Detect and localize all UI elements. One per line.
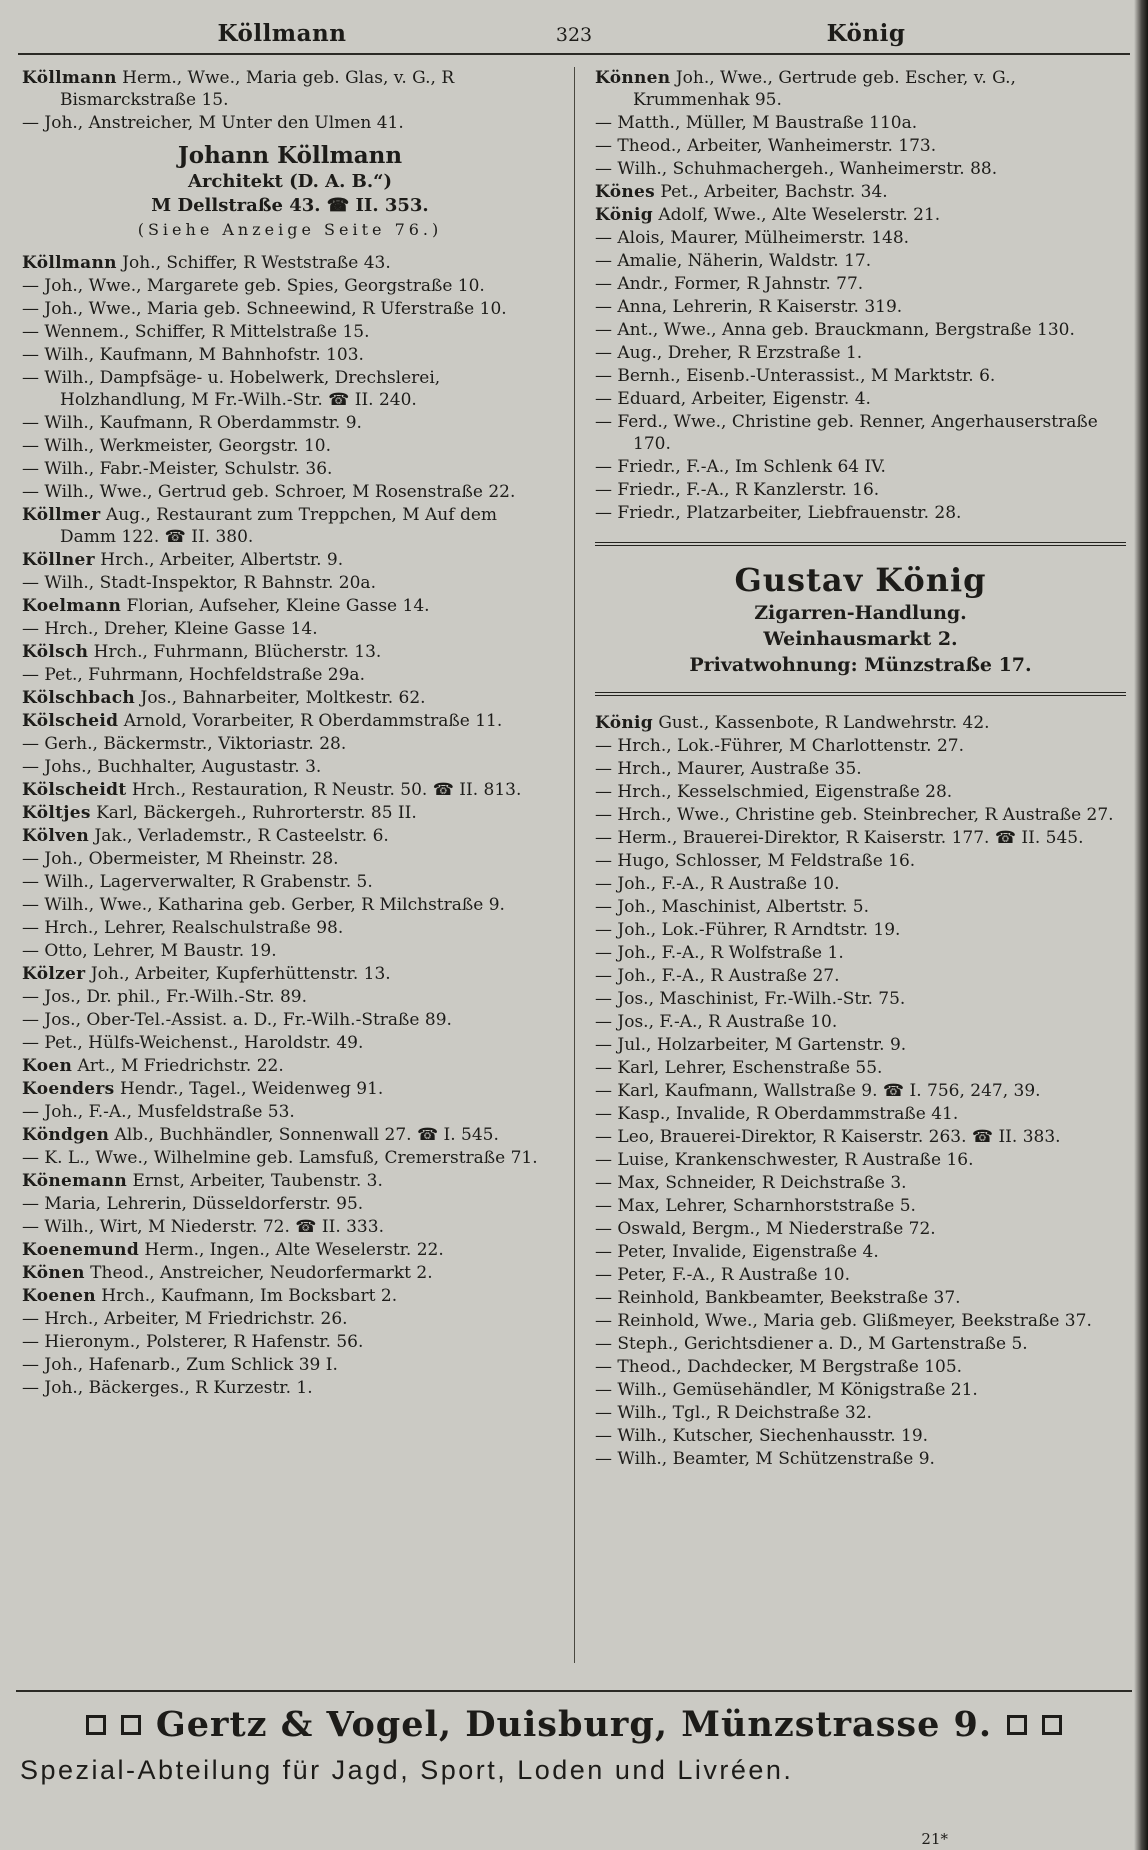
directory-entry: — Otto, Lehrer, M Baustr. 19. bbox=[22, 941, 277, 961]
directory-entry: — Luise, Krankenschwester, R Austraße 16. bbox=[595, 1150, 974, 1170]
left-entries-top bbox=[22, 67, 558, 134]
directory-entry: — Hrch., Arbeiter, M Friedrichstr. 26. bbox=[22, 1309, 348, 1329]
directory-entry: — Wennem., Schiffer, R Mittelstraße 15. bbox=[22, 322, 370, 342]
directory-entry: — Jul., Holzarbeiter, M Gartenstr. 9. bbox=[595, 1035, 907, 1055]
directory-entry: — Wilh., Beamter, M Schützenstraße 9. bbox=[595, 1449, 935, 1469]
directory-entry: — Wilh., Kutscher, Siechenhausstr. 19. bbox=[595, 1426, 929, 1446]
directory-entry: — Amalie, Näherin, Waldstr. 17. bbox=[595, 251, 872, 271]
directory-entry: — Joh., Anstreicher, M Unter den Ulmen 41. bbox=[22, 113, 404, 133]
inline-ad-title: Architekt (D. A. B.“) bbox=[187, 171, 393, 192]
directory-entry: — Jos., Dr. phil., Fr.-Wilh.-Str. 89. bbox=[22, 987, 307, 1007]
directory-entry: — Anna, Lehrerin, R Kaiserstr. 319. bbox=[595, 297, 903, 317]
gustav-ad-line3: Privatwohnung: Münzstraße 17. bbox=[689, 654, 1032, 676]
directory-entry: — Wilh., Tgl., R Deichstraße 32. bbox=[595, 1403, 872, 1423]
bottom-ad bbox=[0, 1690, 1148, 1850]
square-ornament-icon bbox=[121, 1715, 141, 1735]
directory-entry: — Kasp., Invalide, R Oberdammstraße 41. bbox=[595, 1104, 959, 1124]
directory-entry: König Adolf, Wwe., Alte Weselerstr. 21. bbox=[595, 205, 941, 225]
right-entries bbox=[595, 712, 1126, 1470]
directory-entry: — Wilh., Wirt, M Niederstr. 72. ☎ II. 333. bbox=[22, 1217, 384, 1237]
directory-entry: Kölsch Hrch., Fuhrmann, Blücherstr. 13. bbox=[22, 642, 382, 662]
directory-entry: — Ant., Wwe., Anna geb. Brauckmann, Bergstraße 130. bbox=[595, 320, 1075, 340]
directory-entry: — Jos., F.-A., R Austraße 10. bbox=[595, 1012, 838, 1032]
directory-entry: — Hrch., Kesselschmied, Eigenstraße 28. bbox=[595, 782, 953, 802]
inline-ad-name: Johann Köllmann bbox=[177, 142, 403, 169]
directory-entry: — Pet., Hülfs-Weichenst., Haroldstr. 49. bbox=[22, 1033, 364, 1053]
bottom-ad-title: Gertz & Vogel, Duisburg, Münzstrasse 9. bbox=[155, 1704, 993, 1745]
directory-entry: — Friedr., F.-A., Im Schlenk 64 IV. bbox=[595, 457, 886, 477]
left-entries bbox=[22, 252, 558, 1399]
directory-entry: — Jos., Maschinist, Fr.-Wilh.-Str. 75. bbox=[595, 989, 906, 1009]
directory-entry: — Hrch., Maurer, Austraße 35. bbox=[595, 759, 862, 779]
directory-entry: — Wilh., Gemüsehändler, M Königstraße 21. bbox=[595, 1380, 978, 1400]
directory-entry: — Wilh., Werkmeister, Georgstr. 10. bbox=[22, 436, 332, 456]
directory-entry: — Joh., Obermeister, M Rheinstr. 28. bbox=[22, 849, 339, 869]
directory-entry: Könen Theod., Anstreicher, Neudorfermarkt 2. bbox=[22, 1263, 433, 1283]
directory-entry: — Ferd., Wwe., Christine geb. Renner, Angerhauserstraße 170. bbox=[595, 412, 1098, 454]
directory-entry: Koen Art., M Friedrichstr. 22. bbox=[22, 1056, 284, 1076]
page-number: 323 bbox=[555, 24, 593, 46]
directory-entry: — Max, Lehrer, Scharnhorststraße 5. bbox=[595, 1196, 916, 1216]
gustav-koenig-ad bbox=[595, 542, 1126, 696]
directory-entry: — Theod., Arbeiter, Wanheimerstr. 173. bbox=[595, 136, 937, 156]
footer-mark: 21* bbox=[921, 1830, 948, 1848]
directory-entry: — Hrch., Lehrer, Realschulstraße 98. bbox=[22, 918, 344, 938]
directory-entry: Können Joh., Wwe., Gertrude geb. Escher, v. G., Krummenhak 95. bbox=[595, 68, 1016, 110]
directory-entry: — Hrch., Dreher, Kleine Gasse 14. bbox=[22, 619, 318, 639]
directory-entry: Koelmann Florian, Aufseher, Kleine Gasse 14. bbox=[22, 596, 430, 616]
directory-entry: — Karl, Kaufmann, Wallstraße 9. ☎ I. 756, 247, 39. bbox=[595, 1081, 1041, 1101]
directory-entry: — Reinhold, Wwe., Maria geb. Glißmeyer, Beekstraße 37. bbox=[595, 1311, 1092, 1331]
directory-entry: — Oswald, Bergm., M Niederstraße 72. bbox=[595, 1219, 936, 1239]
directory-entry: Köllmann Herm., Wwe., Maria geb. Glas, v. G., R Bismarckstraße 15. bbox=[22, 68, 455, 110]
directory-entry: — Joh., Maschinist, Albertstr. 5. bbox=[595, 897, 869, 917]
directory-entry: Koenders Hendr., Tagel., Weidenweg 91. bbox=[22, 1079, 384, 1099]
header-right-title: König bbox=[826, 20, 906, 47]
directory-entry: — Hugo, Schlosser, M Feldstraße 16. bbox=[595, 851, 916, 871]
directory-entry: — Steph., Gerichtsdiener a. D., M Gartenstraße 5. bbox=[595, 1334, 1028, 1354]
directory-entry: — Joh., F.-A., R Wolfstraße 1. bbox=[595, 943, 844, 963]
directory-entry: König Gust., Kassenbote, R Landwehrstr. 42. bbox=[595, 713, 990, 733]
directory-entry: — Johs., Buchhalter, Augustastr. 3. bbox=[22, 757, 322, 777]
directory-entry: — Maria, Lehrerin, Düsseldorferstr. 95. bbox=[22, 1194, 364, 1214]
directory-entry: — Aug., Dreher, R Erzstraße 1. bbox=[595, 343, 863, 363]
directory-entry: — Wilh., Wwe., Gertrud geb. Schroer, M Rosenstraße 22. bbox=[22, 482, 516, 502]
directory-entry: — Wilh., Kaufmann, M Bahnhofstr. 103. bbox=[22, 345, 364, 365]
header-left-title: Köllmann bbox=[217, 20, 347, 47]
gustav-ad-line1: Zigarren-Handlung. bbox=[754, 602, 967, 624]
directory-entry: — Friedr., F.-A., R Kanzlerstr. 16. bbox=[595, 480, 880, 500]
directory-entry: — Wilh., Wwe., Katharina geb. Gerber, R Milchstraße 9. bbox=[22, 895, 505, 915]
directory-entry: — Joh., Wwe., Maria geb. Schneewind, R Uferstraße 10. bbox=[22, 299, 507, 319]
directory-entry: — Herm., Brauerei-Direktor, R Kaiserstr. 177. ☎ II. 545. bbox=[595, 828, 1084, 848]
directory-entry: — Wilh., Fabr.-Meister, Schulstr. 36. bbox=[22, 459, 333, 479]
directory-entry: — Joh., F.-A., R Austraße 10. bbox=[595, 874, 840, 894]
directory-entry: Köllmer Aug., Restaurant zum Treppchen, M Auf dem Damm 122. ☎ II. 380. bbox=[22, 505, 498, 547]
directory-entry: — Peter, Invalide, Eigenstraße 4. bbox=[595, 1242, 879, 1262]
directory-entry: Könemann Ernst, Arbeiter, Taubenstr. 3. bbox=[22, 1171, 383, 1191]
directory-entry: — Jos., Ober-Tel.-Assist. a. D., Fr.-Wilh.-Straße 89. bbox=[22, 1010, 452, 1030]
square-ornament-icon bbox=[86, 1715, 106, 1735]
directory-entry: Koenen Hrch., Kaufmann, Im Bocksbart 2. bbox=[22, 1286, 398, 1306]
directory-entry: — Joh., Lok.-Führer, R Arndtstr. 19. bbox=[595, 920, 901, 940]
directory-entry: — Theod., Dachdecker, M Bergstraße 105. bbox=[595, 1357, 963, 1377]
inline-ad-address: M Dellstraße 43. ☎ II. 353. bbox=[151, 195, 429, 216]
directory-entry: — Wilh., Schuhmachergeh., Wanheimerstr. 88. bbox=[595, 159, 998, 179]
right-column bbox=[574, 67, 1126, 1663]
directory-entry: — Friedr., Platzarbeiter, Liebfrauenstr. 28. bbox=[595, 503, 962, 523]
directory-entry: Kölzer Joh., Arbeiter, Kupferhüttenstr. 13. bbox=[22, 964, 391, 984]
square-ornament-icon bbox=[1007, 1715, 1027, 1735]
directory-entry: — Alois, Maurer, Mülheimerstr. 148. bbox=[595, 228, 910, 248]
directory-entry: — Wilh., Dampfsäge- u. Hobelwerk, Drechslerei, Holzhandlung, M Fr.-Wilh.-Str. ☎ II. 240. bbox=[22, 368, 441, 410]
directory-entry: — Joh., F.-A., R Austraße 27. bbox=[595, 966, 840, 986]
directory-entry: — Wilh., Stadt-Inspektor, R Bahnstr. 20a. bbox=[22, 573, 376, 593]
directory-entry: Költjes Karl, Bäckergeh., Ruhrorterstr. 85 II. bbox=[22, 803, 417, 823]
left-column bbox=[22, 67, 574, 1663]
directory-entry: — Peter, F.-A., R Austraße 10. bbox=[595, 1265, 850, 1285]
scan-edge bbox=[1134, 0, 1148, 1850]
page-header bbox=[0, 0, 1148, 53]
directory-entry: — Wilh., Lagerverwalter, R Grabenstr. 5. bbox=[22, 872, 373, 892]
directory-entry: — Joh., Wwe., Margarete geb. Spies, Georgstraße 10. bbox=[22, 276, 485, 296]
directory-entry: — Bernh., Eisenb.-Unterassist., M Marktstr. 6. bbox=[595, 366, 996, 386]
directory-entry: — Reinhold, Bankbeamter, Beekstraße 37. bbox=[595, 1288, 961, 1308]
directory-entry: Kölscheidt Hrch., Restauration, R Neustr. 50. ☎ II. 813. bbox=[22, 780, 522, 800]
directory-columns bbox=[0, 55, 1148, 1663]
directory-entry: — Joh., Bäckerges., R Kurzestr. 1. bbox=[22, 1378, 313, 1398]
directory-entry: — Karl, Lehrer, Eschenstraße 55. bbox=[595, 1058, 883, 1078]
bottom-divider bbox=[16, 1690, 1132, 1692]
gustav-ad-name: Gustav König bbox=[734, 561, 987, 599]
gustav-ad-line2: Weinhausmarkt 2. bbox=[763, 628, 958, 650]
right-entries-top bbox=[595, 67, 1126, 524]
directory-entry: — Joh., Hafenarb., Zum Schlick 39 I. bbox=[22, 1355, 338, 1375]
directory-entry: — Max, Schneider, R Deichstraße 3. bbox=[595, 1173, 907, 1193]
square-ornament-icon bbox=[1042, 1715, 1062, 1735]
bottom-ad-subtitle: Spezial-Abteilung für Jagd, Sport, Loden und Livréen. bbox=[20, 1755, 794, 1785]
directory-entry: — Andr., Former, R Jahnstr. 77. bbox=[595, 274, 864, 294]
directory-entry: — Hrch., Lok.-Führer, M Charlottenstr. 27. bbox=[595, 736, 964, 756]
koellmann-inline-ad bbox=[22, 142, 558, 242]
directory-entry: — K. L., Wwe., Wilhelmine geb. Lamsfuß, Cremerstraße 71. bbox=[22, 1148, 538, 1168]
directory-entry: — Matth., Müller, M Baustraße 110a. bbox=[595, 113, 918, 133]
directory-entry: Kölscheid Arnold, Vorarbeiter, R Oberdammstraße 11. bbox=[22, 711, 503, 731]
directory-entry: Kölven Jak., Verlademstr., R Casteelstr. 6. bbox=[22, 826, 389, 846]
directory-entry: — Joh., F.-A., Musfeldstraße 53. bbox=[22, 1102, 295, 1122]
directory-entry: — Hrch., Wwe., Christine geb. Steinbrecher, R Austraße 27. bbox=[595, 805, 1114, 825]
directory-entry: Könes Pet., Arbeiter, Bachstr. 34. bbox=[595, 182, 888, 202]
inline-ad-note: (Siehe Anzeige Seite 76.) bbox=[137, 220, 443, 239]
bottom-ad-title-row bbox=[0, 1704, 1148, 1745]
directory-entry: Köllner Hrch., Arbeiter, Albertstr. 9. bbox=[22, 550, 344, 570]
directory-entry: — Wilh., Kaufmann, R Oberdammstr. 9. bbox=[22, 413, 362, 433]
directory-entry: Koenemund Herm., Ingen., Alte Weselerstr. 22. bbox=[22, 1240, 444, 1260]
directory-entry: Köndgen Alb., Buchhändler, Sonnenwall 27. ☎ I. 545. bbox=[22, 1125, 499, 1145]
directory-entry: Kölschbach Jos., Bahnarbeiter, Moltkestr. 62. bbox=[22, 688, 426, 708]
directory-entry: — Eduard, Arbeiter, Eigenstr. 4. bbox=[595, 389, 871, 409]
directory-entry: — Pet., Fuhrmann, Hochfeldstraße 29a. bbox=[22, 665, 365, 685]
directory-entry: — Leo, Brauerei-Direktor, R Kaiserstr. 263. ☎ II. 383. bbox=[595, 1127, 1061, 1147]
directory-entry: — Hieronym., Polsterer, R Hafenstr. 56. bbox=[22, 1332, 364, 1352]
directory-entry: — Gerh., Bäckermstr., Viktoriastr. 28. bbox=[22, 734, 347, 754]
directory-entry: Köllmann Joh., Schiffer, R Weststraße 43. bbox=[22, 253, 391, 273]
